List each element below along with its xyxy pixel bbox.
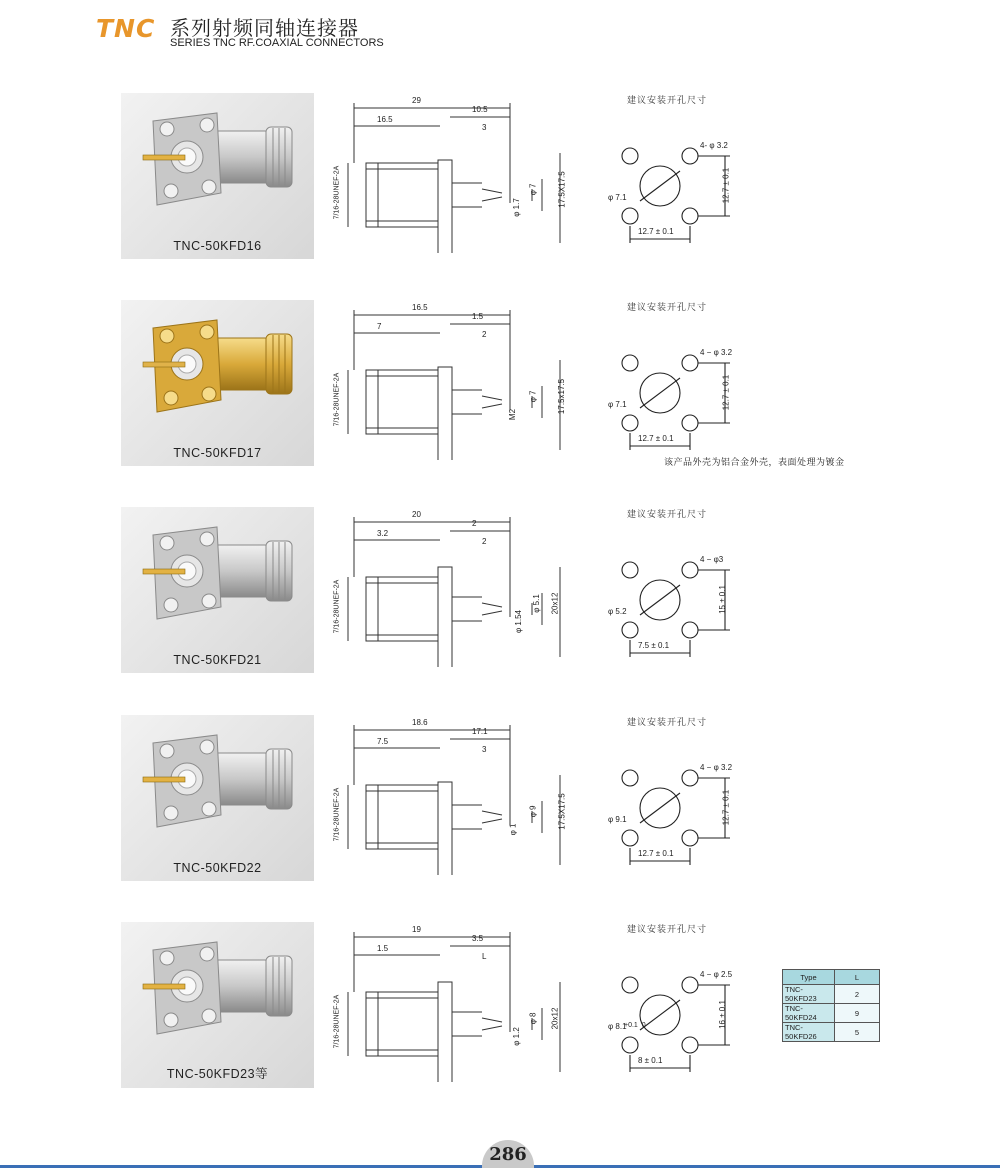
- dim-4: 3: [482, 745, 487, 754]
- drawing-panel: [332, 93, 577, 258]
- body-diameter: φ 7: [528, 183, 538, 196]
- hole-title: 建议安装开孔尺寸: [627, 95, 708, 105]
- mounting-hole-pattern: [580, 922, 760, 1072]
- holes-panel: [580, 715, 760, 870]
- type-header: Type: [783, 970, 835, 985]
- thread-spec: 7/16-28UNEF-2A: [333, 165, 341, 220]
- vertical-spacing: 12.7 ± 0.1: [721, 789, 731, 826]
- table-row: [783, 1023, 880, 1042]
- table-row: [783, 985, 880, 1004]
- dim-2: 7.5: [377, 737, 389, 746]
- thread-spec: 7/16-28UNEF-2A: [333, 994, 341, 1049]
- holes-panel: [580, 922, 760, 1077]
- mounting-hole-pattern: [580, 715, 760, 865]
- center-hole: φ 8.1: [608, 1022, 627, 1031]
- hole-title: 建议安装开孔尺寸: [627, 509, 708, 519]
- connector-illustration: [121, 93, 314, 233]
- horizontal-spacing: 12.7 ± 0.1: [638, 434, 674, 443]
- dim-3: 2: [472, 519, 477, 528]
- pin-diameter: φ 1: [508, 823, 518, 836]
- product-model: TNC-50KFD22: [173, 861, 262, 875]
- pin-diameter: φ 1.54: [513, 610, 523, 633]
- product-row: [0, 93, 1000, 263]
- pin-diameter: φ 1.7: [511, 198, 521, 217]
- l-header: L: [835, 970, 880, 985]
- dim-3: 10.5: [472, 105, 488, 114]
- dim-4: 3: [482, 123, 487, 132]
- body-diameter: φ 8: [528, 1012, 538, 1025]
- vertical-spacing: 16 ± 0.1: [717, 1000, 727, 1029]
- drawing-panel: [332, 507, 577, 672]
- dim-2: 1.5: [377, 944, 389, 953]
- drawing-panel: [332, 715, 577, 880]
- hole-title: 建议安装开孔尺寸: [627, 302, 708, 312]
- product-row: [0, 300, 1000, 470]
- hole-count: 4 − φ3: [700, 555, 724, 564]
- flange-size: 20x12: [550, 592, 560, 615]
- l-cell: 2: [835, 985, 880, 1004]
- type-table: [782, 969, 880, 1042]
- product-photo: [121, 300, 314, 466]
- product-row: [0, 715, 1000, 885]
- dim-4: 2: [482, 537, 487, 546]
- dim-3: 1.5: [472, 312, 484, 321]
- dim-4: L: [482, 952, 487, 961]
- dim-2: 16.5: [377, 115, 393, 124]
- flange-size: 17.5x17.5: [557, 378, 567, 415]
- product-model: TNC-50KFD16: [173, 239, 262, 253]
- mounting-hole-pattern: [580, 300, 760, 450]
- dim-3: 17.1: [472, 727, 488, 736]
- hole-count: 4 − φ 3.2: [700, 348, 733, 357]
- connector-illustration: [121, 922, 314, 1062]
- dim-3: 3.5: [472, 934, 484, 943]
- pin-diameter: M2: [508, 408, 518, 421]
- brand-logo: TNC: [96, 14, 156, 43]
- holes-panel: [580, 300, 760, 455]
- dim-1: 18.6: [412, 718, 428, 727]
- center-hole: φ 5.2: [608, 607, 627, 616]
- flange-size: 17.5X17.5: [557, 171, 567, 208]
- thread-spec: 7/16-28UNEF-2A: [333, 372, 341, 427]
- product-photo: [121, 93, 314, 259]
- thread-spec: 7/16-28UNEF-2A: [333, 787, 341, 842]
- product-photo: [121, 507, 314, 673]
- dimension-drawing: [332, 922, 577, 1082]
- drawing-panel: [332, 300, 577, 465]
- center-hole: φ 9.1: [608, 815, 627, 824]
- page-header: [0, 0, 1000, 60]
- holes-panel: [580, 93, 760, 248]
- l-cell: 5: [835, 1023, 880, 1042]
- body-diameter: φ 7: [528, 390, 538, 403]
- body-diameter: φ 5.1: [531, 594, 541, 613]
- connector-illustration: [121, 300, 314, 440]
- product-photo: [121, 922, 314, 1088]
- dim-1: 19: [412, 925, 421, 934]
- drawing-panel: [332, 922, 577, 1087]
- dimension-drawing: [332, 300, 577, 460]
- product-model: TNC-50KFD21: [173, 653, 262, 667]
- hole-title: 建议安装开孔尺寸: [627, 924, 708, 934]
- thread-spec: 7/16-28UNEF-2A: [333, 579, 341, 634]
- pin-diameter: φ 1.2: [511, 1027, 521, 1046]
- vertical-spacing: 12.7 ± 0.1: [721, 167, 731, 204]
- dimension-drawing: [332, 715, 577, 875]
- mounting-hole-pattern: [580, 507, 760, 657]
- product-photo: [121, 715, 314, 881]
- connector-illustration: [121, 507, 314, 647]
- horizontal-spacing: 8 ± 0.1: [638, 1056, 663, 1065]
- flange-size: 17.5X17.5: [557, 793, 567, 830]
- hole-count: 4- φ 3.2: [700, 141, 728, 150]
- product-model: TNC-50KFD23等: [166, 1067, 269, 1081]
- dim-1: 29: [412, 96, 421, 105]
- dim-2: 7: [377, 322, 382, 331]
- hole-count: 4 − φ 3.2: [700, 763, 733, 772]
- type-cell: TNC-50KFD26: [783, 1023, 835, 1042]
- type-cell: TNC-50KFD24: [783, 1004, 835, 1023]
- page-footer: [0, 1140, 1000, 1168]
- dimension-drawing: [332, 93, 577, 253]
- page-number: 286: [482, 1140, 534, 1168]
- body-diameter: φ 9: [528, 805, 538, 818]
- horizontal-spacing: 12.7 ± 0.1: [638, 227, 674, 236]
- hole-title: 建议安装开孔尺寸: [627, 717, 708, 727]
- product-row: [0, 507, 1000, 677]
- mounting-hole-pattern: [580, 93, 760, 243]
- dim-1: 20: [412, 510, 421, 519]
- dim-4: 2: [482, 330, 487, 339]
- hole-count: 4 − φ 2.5: [700, 970, 733, 979]
- flange-size: 20x12: [550, 1007, 560, 1030]
- center-hole: φ 7.1: [608, 400, 627, 409]
- dim-1: 16.5: [412, 303, 428, 312]
- center-hole: φ 7.1: [608, 193, 627, 202]
- vertical-spacing: 15 ± 0.1: [717, 585, 727, 614]
- horizontal-spacing: 7.5 ± 0.1: [638, 641, 670, 650]
- dim-2: 3.2: [377, 529, 389, 538]
- dimension-drawing: [332, 507, 577, 667]
- connector-illustration: [121, 715, 314, 855]
- table-row: [783, 1004, 880, 1023]
- holes-panel: [580, 507, 760, 662]
- horizontal-spacing: 12.7 ± 0.1: [638, 849, 674, 858]
- center-hole-tolerance: +0.1 0: [624, 1022, 646, 1029]
- page-subtitle: SERIES TNC RF.COAXIAL CONNECTORS: [170, 37, 384, 49]
- vertical-spacing: 12.7 ± 0.1: [721, 374, 731, 411]
- l-cell: 9: [835, 1004, 880, 1023]
- finish-note: 该产品外壳为铝合金外壳，表面处理为镀金: [664, 457, 845, 467]
- product-model: TNC-50KFD17: [173, 446, 262, 460]
- page-title: 系列射频同轴连接器: [170, 16, 359, 40]
- type-cell: TNC-50KFD23: [783, 985, 835, 1004]
